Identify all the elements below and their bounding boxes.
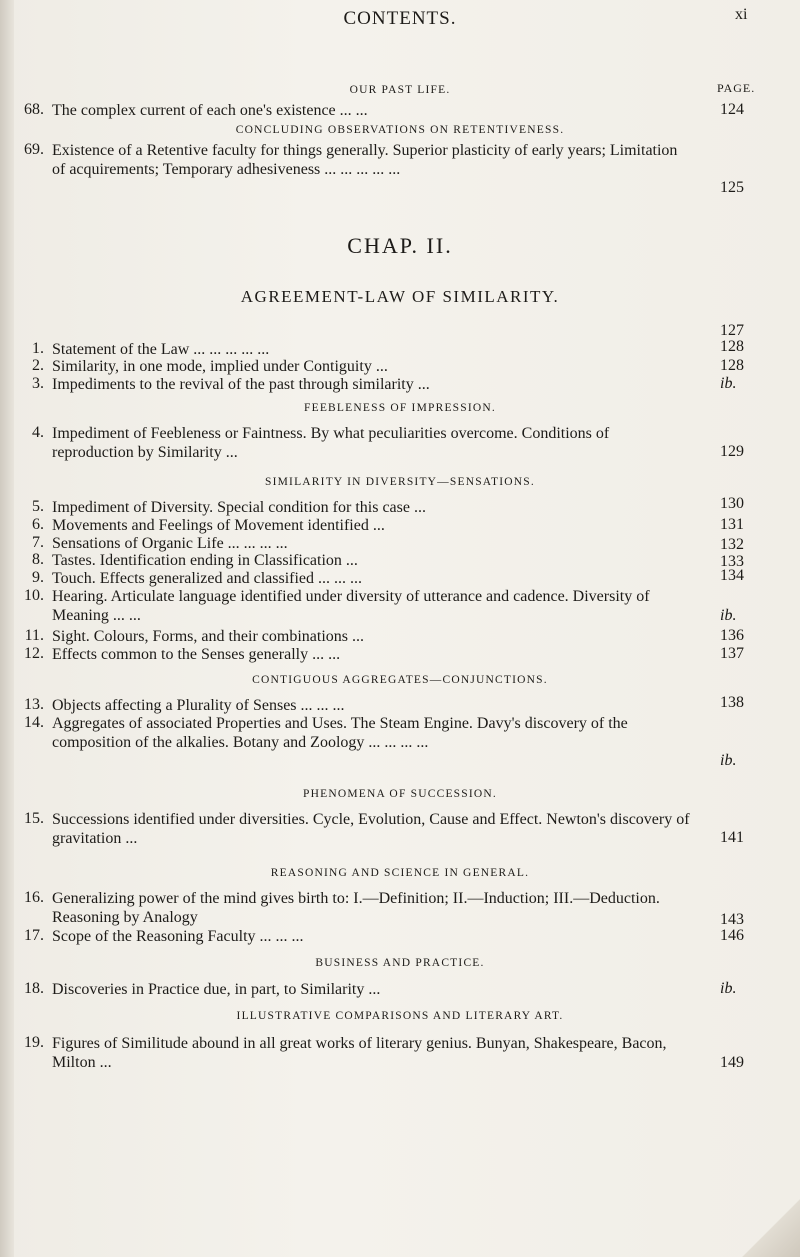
entry-page: 128 — [720, 357, 744, 374]
entry-text: Sight. Colours, Forms, and their combinations ... — [52, 628, 364, 645]
entry-page: 138 — [720, 694, 744, 711]
entry-page: 136 — [720, 627, 744, 644]
entry-number: 1. — [32, 340, 44, 357]
entry-text: Discoveries in Practice due, in part, to Similarity ... — [52, 981, 381, 998]
entry-number: 16. — [24, 889, 44, 906]
entry-number: 4. — [32, 424, 44, 441]
entry-text: Successions identified under diversities. Cycle, Evolution, Cause and Effect. Newton's discovery of gravitation ... — [52, 811, 690, 847]
entry-text: Scope of the Reasoning Faculty ... ... ... — [52, 928, 304, 945]
entry-text: Aggregates of associated Properties and Uses. The Steam Engine. Davy's discovery of the composition of the alkalies. Botany and Zoology ... ... ... ... — [52, 715, 628, 751]
entry-text: Generalizing power of the mind gives birth to: I.—Definition; II.—Induction; III.—Deduction. Reasoning by Analogy — [52, 890, 660, 926]
entry-text: Touch. Effects generalized and classified ... ... ... — [52, 570, 363, 587]
entry-text: Impediment of Feebleness or Faintness. By what peculiarities overcome. Conditions of reproduction by Similarity ... — [52, 425, 610, 461]
entry-page: 149 — [720, 1054, 744, 1071]
entry-text: Impediments to the revival of the past through similarity ... — [52, 376, 430, 393]
section-heading-phenomena-of-succession: PHENOMENA OF SUCCESSION. — [303, 788, 497, 800]
entry-text: Movements and Feelings of Movement identified ... — [52, 517, 385, 534]
entry-page: 130 — [720, 495, 744, 512]
page-corner-fold — [740, 1187, 800, 1257]
chapter-title: CHAP. II. — [347, 233, 453, 258]
entry-number: 7. — [32, 534, 44, 551]
section-heading-contiguous-aggregates: CONTIGUOUS AGGREGATES—CONJUNCTIONS. — [252, 674, 548, 686]
entry-page: 143 — [720, 911, 744, 928]
entry-page: 129 — [720, 443, 744, 460]
entry-page: ib. — [720, 607, 737, 624]
entry-page: ib. — [720, 752, 737, 769]
entry-text: Sensations of Organic Life ... ... ... ... — [52, 535, 288, 552]
entry-page: 132 — [720, 536, 744, 553]
section-heading-illustrative-comparisons: ILLUSTRATIVE COMPARISONS AND LITERARY ART. — [236, 1010, 564, 1022]
entry-text: Hearing. Articulate language identified under diversity of utterance and cadence. Diversity of Meaning ... ... — [52, 588, 650, 624]
entry-number: 12. — [24, 645, 44, 662]
entry-number: 69. — [24, 141, 44, 158]
entry-page: ib. — [720, 375, 737, 392]
entry-text: Statement of the Law ... ... ... ... ... — [52, 341, 270, 358]
folio-number: xi — [735, 6, 748, 23]
entry-number: 8. — [32, 551, 44, 568]
page-column-label: PAGE. — [717, 81, 756, 95]
section-heading-feebleness: FEEBLENESS OF IMPRESSION. — [304, 402, 496, 414]
entry-number: 2. — [32, 357, 44, 374]
running-head: CONTENTS. — [343, 8, 457, 29]
entry-number: 3. — [32, 375, 44, 392]
entry-number: 14. — [24, 714, 44, 731]
entry-page: 131 — [720, 516, 744, 533]
entry-page: 125 — [720, 179, 744, 196]
chapter-subtitle: AGREEMENT-LAW OF SIMILARITY. — [240, 287, 560, 306]
section-heading-our-past-life: OUR PAST LIFE. — [349, 84, 451, 96]
entry-text: Similarity, in one mode, implied under Contiguity ... — [52, 358, 388, 375]
entry-page: 133 — [720, 553, 744, 570]
entry-number: 6. — [32, 516, 44, 533]
entry-text: The complex current of each one's existence ... ... — [52, 102, 368, 119]
entry-text: Figures of Similitude abound in all great works of literary genius. Bunyan, Shakespeare, Bacon, Milton ... — [52, 1035, 667, 1071]
section-heading-concluding-observations: CONCLUDING OBSERVATIONS ON RETENTIVENESS. — [235, 124, 565, 136]
entry-page: 146 — [720, 927, 744, 944]
entry-page: 124 — [720, 101, 744, 118]
entry-text: Effects common to the Senses generally ... ... — [52, 646, 341, 663]
entry-text: Objects affecting a Plurality of Senses ... ... ... — [52, 697, 345, 714]
entry-number: 15. — [24, 810, 44, 827]
section-heading-business-and-practice: BUSINESS AND PRACTICE. — [315, 957, 485, 969]
section-heading-reasoning-and-science: REASONING AND SCIENCE IN GENERAL. — [270, 867, 530, 879]
entry-number: 5. — [32, 498, 44, 515]
entry-text: Impediment of Diversity. Special condition for this case ... — [52, 499, 426, 516]
entry-page: 134 — [720, 567, 744, 584]
entry-text: Existence of a Retentive faculty for things generally. Superior plasticity of early years; Limitation of acquirements; Temporary adhesiveness ... ... ... ... ... — [52, 142, 678, 178]
entry-number: 13. — [24, 696, 44, 713]
entry-number: 17. — [24, 927, 44, 944]
entry-number: 11. — [24, 627, 44, 644]
entry-text: Tastes. Identification ending in Classification ... — [52, 552, 358, 569]
section-heading-similarity-diversity: SIMILARITY IN DIVERSITY—SENSATIONS. — [265, 476, 535, 488]
entry-number: 19. — [24, 1034, 44, 1051]
entry-page: 128 — [720, 338, 744, 355]
entry-number: 10. — [24, 587, 44, 604]
entry-number: 68. — [24, 101, 44, 118]
entry-number: 9. — [32, 569, 44, 586]
entry-page: ib. — [720, 980, 737, 997]
entry-number: 18. — [24, 980, 44, 997]
entry-page: 127 — [720, 322, 744, 339]
entry-page: 141 — [720, 829, 744, 846]
entry-page: 137 — [720, 645, 744, 662]
